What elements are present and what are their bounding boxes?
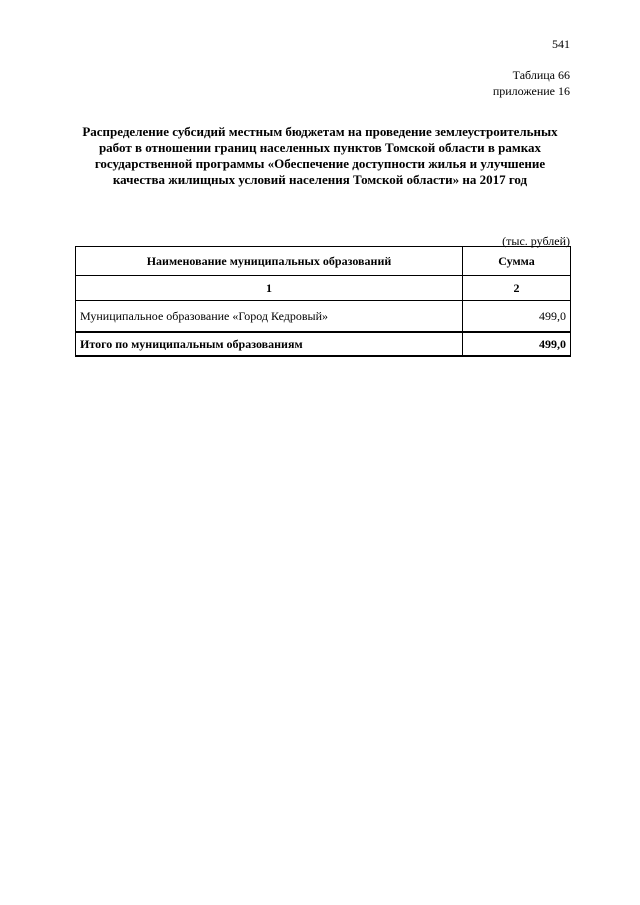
column-number-1: 1 (76, 276, 463, 301)
table-header-row (76, 247, 571, 276)
row-sum: 499,0 (463, 301, 571, 333)
subsidy-table (75, 246, 571, 357)
header-sum: Сумма (463, 247, 571, 276)
row-name: Муниципальное образование «Город Кедровый» (76, 301, 463, 333)
table-reference (493, 67, 570, 99)
appendix-number: приложение 16 (492, 84, 570, 98)
table-number: Таблица 66 (512, 68, 570, 82)
document-title: Распределение субсидий местным бюджетам на проведение землеустроительных работ в отношении границ населенных пунктов Томской области в рамках государственной программы «Обеспечение доступности жилья и улучшение качества жилищных условий населения Томской области» на 2017 год (82, 124, 558, 187)
total-sum: 499,0 (463, 332, 571, 356)
column-number-2: 2 (463, 276, 571, 301)
table-row (76, 301, 571, 333)
total-name: Итого по муниципальным образованиям (76, 332, 463, 356)
header-name: Наименование муниципальных образований (76, 247, 463, 276)
total-row (76, 332, 571, 356)
page-number: 541 (552, 37, 570, 51)
units-label: (тыс. рублей) (502, 234, 570, 248)
column-number-row (76, 276, 571, 301)
